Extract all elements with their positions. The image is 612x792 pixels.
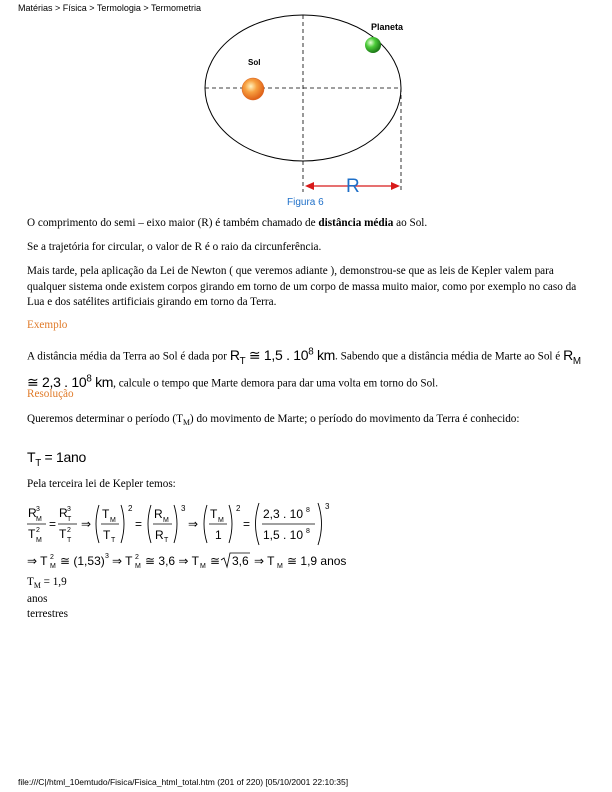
resolucao-heading: Resolução [27,388,74,400]
svg-text:T: T [67,516,72,523]
svg-text:T: T [164,537,169,544]
breadcrumb: Matérias > Física > Termologia > Termometria [18,3,201,13]
svg-text:3: 3 [325,502,330,511]
svg-text:2: 2 [50,554,54,561]
svg-text:2: 2 [236,504,241,513]
svg-text:3,6: 3,6 [232,554,249,568]
svg-text:8: 8 [306,507,310,514]
result-tm: $T_M = 1,9$ [27,576,67,591]
r-arrow-right [391,182,400,190]
svg-text:⇒: ⇒ [188,517,199,531]
sun-label: Sol [248,58,261,67]
kepler-formula-1 [27,500,337,551]
svg-text:≅: ≅ [210,554,221,568]
svg-text:M: M [163,517,169,524]
figure-caption: Figura 6 [287,197,324,208]
svg-text:R: R [59,506,68,520]
svg-text:M: M [200,563,206,570]
svg-text:3: 3 [105,553,109,560]
svg-text:⇒ T: ⇒ T [27,554,48,568]
kepler-intro: Pela terceira lei de Kepler temos: [27,478,176,490]
svg-text:=: = [135,517,143,531]
planet-label: Planeta [371,22,404,32]
svg-text:2: 2 [135,554,139,561]
svg-text:3: 3 [181,504,186,513]
svg-text:1: 1 [215,528,222,542]
svg-text:T: T [59,527,67,541]
svg-text:⇒ T: ⇒ T [254,554,275,568]
svg-text:M: M [110,517,116,524]
svg-text:T: T [67,537,72,544]
svg-text:T: T [210,507,218,521]
rt-formula: $R_T$ ≅ 1,5 . $10^8$ km [229,346,336,367]
svg-text:T: T [28,527,36,541]
r-label: R [346,176,360,197]
svg-text:2: 2 [128,504,133,513]
rm-formula: $R_M$ ≅ 2,3 . $10^8$ km [27,346,581,391]
svg-text:T: T [102,507,110,521]
svg-text:3: 3 [36,506,40,513]
svg-text:M: M [36,537,42,544]
svg-text:2: 2 [36,527,40,534]
tt-equation: $T_T = 1ano$ [27,449,86,469]
svg-text:M: M [277,563,283,570]
svg-text:T: T [111,537,116,544]
svg-text:⇒: ⇒ [81,517,92,531]
svg-text:M: M [36,516,42,523]
svg-text:3: 3 [67,506,71,513]
svg-text:2: 2 [67,527,71,534]
paragraph-circular: Se a trajetória for circular, o valor de R é o raio da circunferência. [27,241,322,253]
planet [365,37,381,53]
paragraph-distancia-media: O comprimento do semi – eixo maior (R) é também chamado de distância média ao Sol. [27,217,428,229]
orbit-diagram [200,14,415,209]
result-unit-terrestres: terrestres [27,608,68,620]
svg-text:M: M [218,517,224,524]
footer-url: file:///C|/html_10emtudo/Fisica/Fisica_html_total.htm (201 of 220) [05/10/2001 22:10:35] [18,777,349,787]
svg-text:2,3 . 10: 2,3 . 10 [263,507,304,521]
svg-text:≅ 3,6 ⇒ T: ≅ 3,6 ⇒ T [145,554,199,568]
sun [242,78,264,100]
result-tail: ≅ 1,9 anos [287,554,347,568]
paragraph-newton: Mais tarde, pela aplicação da Lei de Newton ( que veremos adiante ), demonstrou-se que as leis de Kepler valem para qualquer sistema onde existem corpos girando em torno de um corpo de massa muito maior, como por exemplo no caso da Lua e dos satélites artificiais girando em torno da Terra. [27,265,577,308]
bold-term: distância média [318,217,394,229]
result-unit-anos: anos [27,593,48,605]
paragraph-exemplo: A distância média da Terra ao Sol é dada por $R_T$ ≅ 1,5 . $10^8$ km. Sabendo que a distância média de Marte ao Sol é $R_M$ ≅ 2,3 . $10^8$ km, calcule o tempo que Marte demora para dar uma volta em torno do Sol. [27,346,581,391]
svg-text:=: = [243,517,251,531]
paragraph-resolucao: Queremos determinar o período $(T_M)$ do movimento de Marte; o período do movimento da Terra é conhecido: [27,413,520,428]
kepler-formula-2 [27,550,347,577]
svg-text:≅ (1,53): ≅ (1,53) [60,554,105,568]
svg-text:R: R [28,506,37,520]
svg-text:⇒ T: ⇒ T [112,554,133,568]
svg-text:8: 8 [306,528,310,535]
r-arrow-left [305,182,314,190]
svg-text:M: M [135,563,141,570]
svg-text:R: R [155,528,164,542]
svg-text:1,5 . 10: 1,5 . 10 [263,528,304,542]
svg-text:T: T [103,528,111,542]
svg-text:=: = [49,517,57,531]
svg-text:R: R [154,507,163,521]
exemplo-heading: Exemplo [27,319,68,331]
orbit-figure [200,14,415,214]
svg-text:M: M [50,563,56,570]
